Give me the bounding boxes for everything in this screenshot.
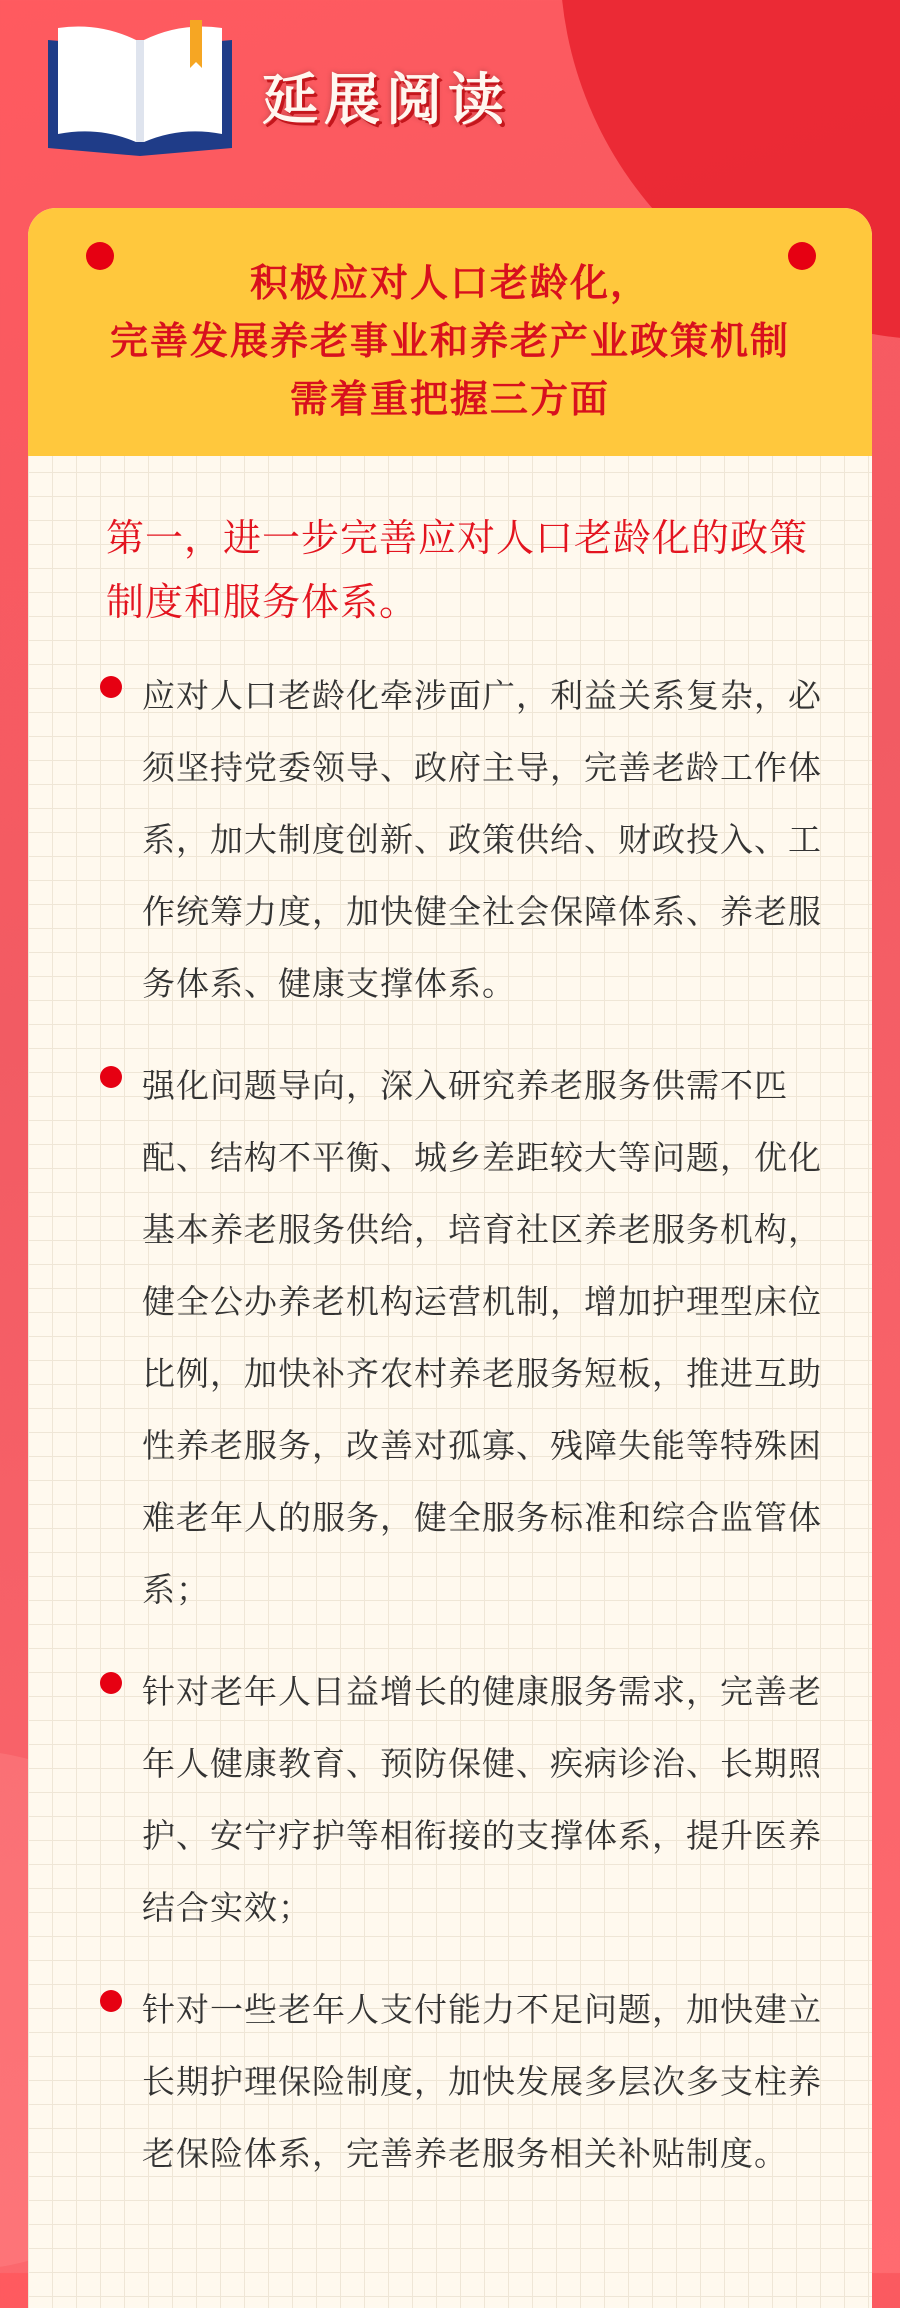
open-book-icon <box>44 18 236 158</box>
headline-banner <box>28 208 872 456</box>
list-item <box>96 1050 836 1626</box>
list-item-text: 强化问题导向，深入研究养老服务供需不匹配、结构不平衡、城乡差距较大等问题，优化基本养老服务供给，培育社区养老服务机构，健全公办养老机构运营机制，增加护理型床位比例，加快补齐农村养老服务短板，推进互助性养老服务，改善对孤寡、残障失能等特殊困难老年人的服务，健全服务标准和综合监管体系； <box>142 1066 822 1609</box>
list-item-text: 应对人口老龄化牵涉面广，利益关系复杂，必须坚持党委领导、政府主导，完善老龄工作体系，加大制度创新、政策供给、财政投入、工作统筹力度，加快健全社会保障体系、养老服务体系、健康支撑体系。 <box>142 676 822 1003</box>
list-item <box>96 1974 836 2190</box>
banner-line-2: 完善发展养老事业和养老产业政策机制 <box>109 319 790 363</box>
list-item-text: 针对一些老年人支付能力不足问题，加快建立长期护理保险制度，加快发展多层次多支柱养老保险体系，完善养老服务相关补贴制度。 <box>142 1990 822 2173</box>
banner-line-1: 积极应对人口老龄化， <box>249 261 650 305</box>
list-item <box>96 1656 836 1944</box>
bullet-dot-icon <box>100 1672 122 1694</box>
bullet-list <box>96 660 836 2220</box>
bullet-dot-icon <box>100 1066 122 1088</box>
bullet-dot-icon <box>100 1990 122 2012</box>
section-title: 第一，进一步完善应对人口老龄化的政策制度和服务体系。 <box>106 516 809 624</box>
banner-line-3: 需着重把握三方面 <box>289 377 610 421</box>
list-item-text: 针对老年人日益增长的健康服务需求，完善老年人健康教育、预防保健、疾病诊治、长期照护、安宁疗护等相衔接的支撑体系，提升医养结合实效； <box>142 1672 822 1927</box>
content-card <box>28 208 872 2308</box>
header <box>0 0 900 200</box>
list-item <box>96 660 836 1020</box>
page-title: 延展阅读 <box>262 67 510 133</box>
banner-headline <box>28 254 872 428</box>
bullet-dot-icon <box>100 676 122 698</box>
